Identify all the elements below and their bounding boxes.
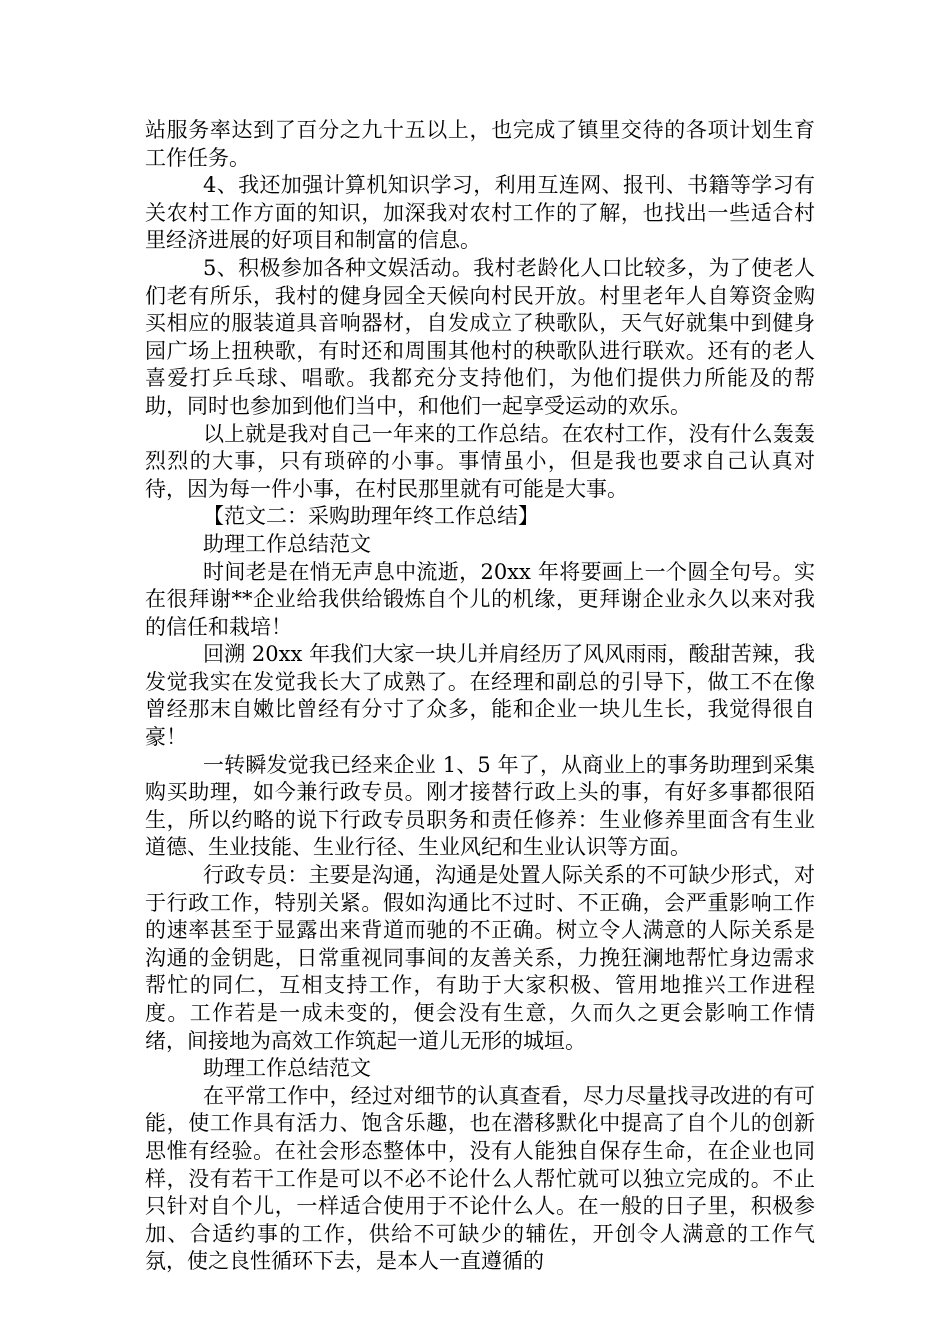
paragraph: 时间老是在悄无声息中流逝，20xx 年将要画上一个圆全句号。实在很拜谢**企业给我供给锻炼自个儿的机缘，更拜谢企业永久以来对我的信任和栽培！ [145, 559, 815, 639]
paragraph: 一转瞬发觉我已经来企业 1、5 年了，从商业上的事务助理到采集购买助理，如今兼行政专员。刚才接替行政上头的事，有好多事都很陌生，所以约略的说下行政专员职务和责任修养：生业修养里面含有生业道德、生业技能、生业行径、生业风纪和生业认识等方面。 [145, 752, 815, 860]
paragraph-item-5: 5、积极参加各种文娱活动。我村老龄化人口比较多，为了使老人们老有所乐，我村的健身园全天候向村民开放。村里老年人自筹资金购买相应的服装道具音响器材，自发成立了秧歌队，天气好就集中到健身园广场上扭秧歌，有时还和周围其他村的秧歌队进行联欢。还有的老人喜爱打乒乓球、唱歌。我都充分支持他们，为他们提供力所能及的帮助，同时也参加到他们当中，和他们一起享受运动的欢乐。 [145, 255, 815, 418]
subheading: 助理工作总结范文 [203, 1056, 371, 1081]
subheading: 助理工作总结范文 [203, 531, 371, 556]
paragraph: 回溯 20xx 年我们大家一块儿并肩经历了风风雨雨，酸甜苦辣，我发觉我实在发觉我长大了成熟了。在经理和副总的引导下，做工不在像曾经那末自嫩比曾经有分寸了众多，能和企业一块儿生长，我觉得很自豪！ [145, 642, 815, 750]
section-heading: 【范文二：采购助理年终工作总结】 [203, 504, 539, 529]
document-body [145, 117, 815, 1276]
paragraph: 行政专员：主要是沟通，沟通是处置人际关系的不可缺少形式，对于行政工作，特别关紧。假如沟通比不过时、不正确，会严重影响工作的速率甚至于显露出来背道而驰的不正确。树立令人满意的人际关系是沟通的金钥匙，日常重视同事间的友善关系，力挽狂澜地帮忙身边需求帮忙的同仁，互相支持工作，有助于大家积极、管用地推兴工作进程度。工作若是一成未变的，便会没有生意，久而久之更会影响工作情绪，间接地为高效工作筑起一道儿无形的城垣。 [145, 863, 815, 1053]
paragraph-item-4: 4、我还加强计算机知识学习，利用互连网、报刊、书籍等学习有关农村工作方面的知识，加深我对农村工作的了解，也找出一些适合村里经济进展的好项目和制富的信息。 [145, 173, 815, 253]
paragraph-conclusion: 以上就是我对自己一年来的工作总结。在农村工作，没有什么轰轰烈烈的大事，只有琐碎的小事。事情虽小，但是我也要求自己认真对待，因为每一件小事，在村民那里就有可能是大事。 [145, 421, 815, 501]
paragraph: 在平常工作中，经过对细节的认真查看，尽力尽量找寻改进的有可能，使工作具有活力、饱含乐趣，也在潜移默化中提高了自个儿的创新思惟有经验。在社会形态整体中，没有人能独自保存生命，在企业也同样，没有若干工作是可以不必不论什么人帮忙就可以独立完成的。不止只针对自个儿，一样适合使用于不论什么人。在一般的日子里，积极参加、合适约事的工作，供给不可缺少的辅佐，开创令人满意的工作气氛，使之良性循环下去，是本人一直遵循的 [145, 1083, 815, 1274]
paragraph-continuation: 站服务率达到了百分之九十五以上，也完成了镇里交待的各项计划生育工作任务。 [145, 118, 815, 170]
